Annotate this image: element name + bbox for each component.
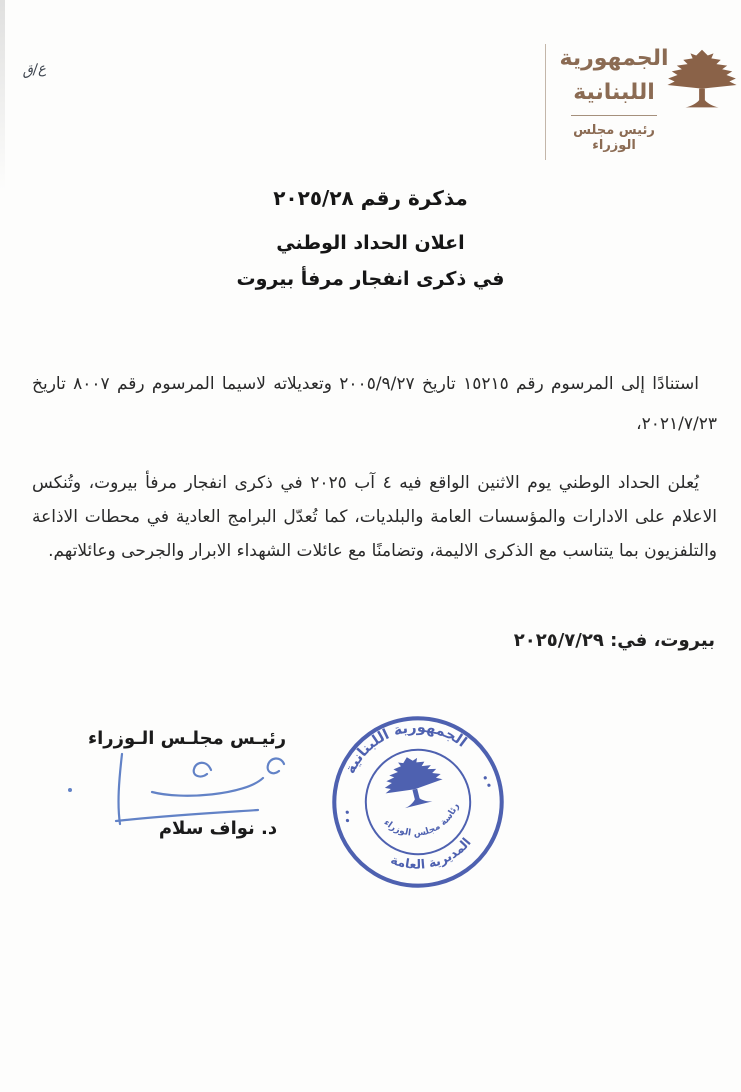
cedar-trunk [685, 89, 718, 108]
paragraph-legal-basis: استنادًا إلى المرسوم رقم ١٥٢١٥ تاريخ ٢٠٠٥/٩/٢٧ وتعديلاته لاسيما المرسوم رقم ٨٠٠٧ تاريخ ٢٠٢١/٧/٢٣، [32, 374, 717, 434]
signature-stroke-loop [194, 763, 211, 777]
official-stamp [328, 712, 508, 892]
stamp-republic-arc-text: الجمهورية اللبنانية [342, 719, 470, 777]
signature-title: رئيـس مجلـس الـوزراء [87, 728, 287, 749]
signature-stroke-hook-right [268, 758, 284, 773]
memo-body [32, 364, 717, 568]
memo-subject-line-2: في ذكرى انفجار مرفأ بيروت [236, 268, 505, 290]
handwritten-routing-mark: ع/ق [21, 60, 47, 80]
letterhead-republic-line2: اللبنانية [573, 80, 655, 105]
paragraph-mourning-declaration: يُعلن الحداد الوطني يوم الاثنين الواقع فيه ٤ آب ٢٠٢٥ في ذكرى انفجار مرفأ بيروت، وتُنكس الاعلام على الادارات والمؤسسات العامة والبلديات، كما تُعدّل البرامج العادية في محطات الاذاعة والتلفزيون بما يتناسب مع الذكرى الاليمة، وتضامنًا مع عائلات الشهداء الابرار والجرحى وعائلاتهم. [32, 473, 717, 561]
signatory-name: د. نواف سلام [158, 818, 278, 839]
cedar-canopy [667, 50, 736, 89]
memo-subject-line-1: اعلان الحداد الوطني [276, 232, 465, 254]
memo-number-line: مذكرة رقم ٢٠٢٥/٢٨ [273, 186, 468, 210]
letterhead-rule [571, 115, 657, 116]
letterhead-republic-line1: الجمهورية [559, 46, 669, 71]
signature-ink-dot [68, 788, 72, 792]
letterhead-divider-line [545, 44, 546, 160]
stamp-directorate-arc-text: المديرية العامة [388, 834, 474, 872]
scan-edge-artifact [0, 0, 5, 190]
signature-stroke-vertical [119, 754, 122, 824]
cedar-tree-icon [666, 46, 738, 114]
letterhead [556, 42, 672, 153]
dateline: بيروت، في: ٢٠٢٥/٧/٢٩ [513, 630, 715, 651]
letterhead-office-title: رئيس مجلس الوزراء [573, 123, 655, 153]
stamp-presidency-arc-text: رئاسة مجلس الوزراء [381, 802, 462, 840]
memo-title-block [0, 186, 741, 290]
signature-stroke-swoosh [152, 778, 263, 796]
